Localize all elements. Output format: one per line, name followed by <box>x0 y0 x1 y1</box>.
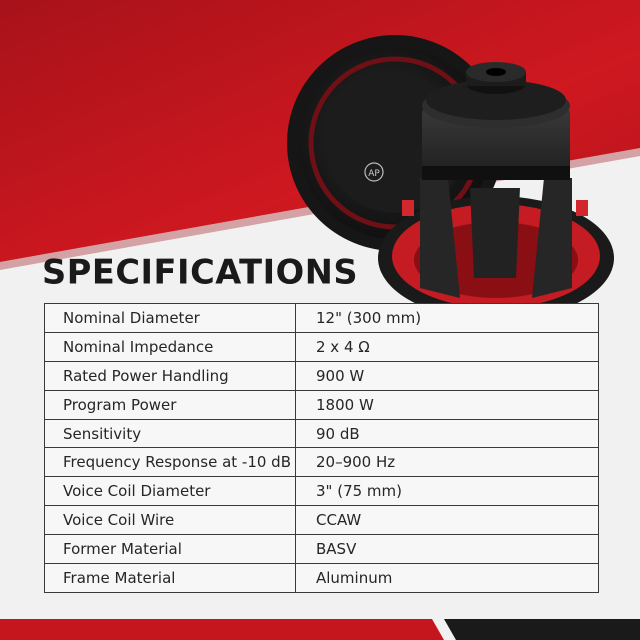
spec-value: BASV <box>296 535 599 564</box>
table-row <box>45 448 599 477</box>
spec-label: Former Material <box>45 535 296 564</box>
spec-value: 1800 W <box>296 390 599 419</box>
spec-label: Rated Power Handling <box>45 361 296 390</box>
spec-label: Nominal Diameter <box>45 304 296 333</box>
spec-label: Frame Material <box>45 564 296 593</box>
spec-value: 900 W <box>296 361 599 390</box>
spec-value: 20–900 Hz <box>296 448 599 477</box>
spec-label: Nominal Impedance <box>45 332 296 361</box>
table-row <box>45 506 599 535</box>
spec-value: 2 x 4 Ω <box>296 332 599 361</box>
specifications-table <box>44 303 599 593</box>
spec-label: Sensitivity <box>45 419 296 448</box>
table-row <box>45 564 599 593</box>
spec-label: Voice Coil Diameter <box>45 477 296 506</box>
spec-value: CCAW <box>296 506 599 535</box>
spec-value: 3" (75 mm) <box>296 477 599 506</box>
table-row <box>45 390 599 419</box>
table-row <box>45 361 599 390</box>
spec-label: Frequency Response at -10 dB <box>45 448 296 477</box>
table-row <box>45 535 599 564</box>
page-title: SPECIFICATIONS <box>42 252 359 292</box>
table-row <box>45 477 599 506</box>
table-row <box>45 304 599 333</box>
spec-label: Program Power <box>45 390 296 419</box>
spec-value: Aluminum <box>296 564 599 593</box>
spec-value: 90 dB <box>296 419 599 448</box>
table-row <box>45 332 599 361</box>
svg-text:AP: AP <box>368 169 380 179</box>
table-row <box>45 419 599 448</box>
spec-label: Voice Coil Wire <box>45 506 296 535</box>
spec-value: 12" (300 mm) <box>296 304 599 333</box>
